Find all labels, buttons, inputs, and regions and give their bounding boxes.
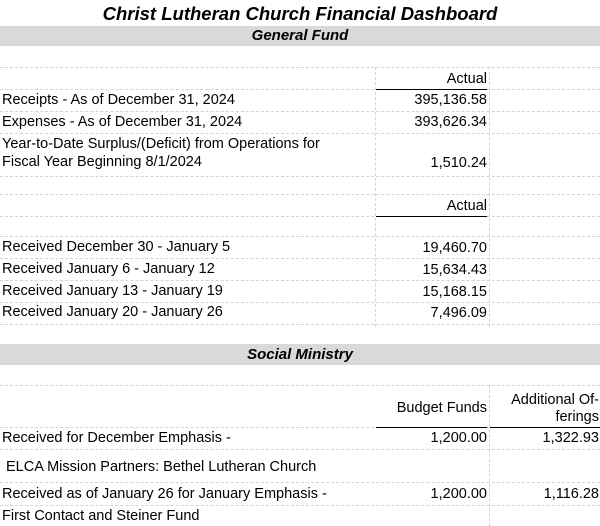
header-underline-weekly: [376, 216, 487, 217]
january-partner-label: First Contact and Steiner Fund: [2, 508, 200, 524]
january-emphasis-label: Received as of January 26 for January Emphasis -: [2, 486, 327, 502]
december-emphasis-label: Received for December Emphasis -: [2, 430, 231, 446]
surplus-label-line2: Fiscal Year Beginning 8/1/2024: [2, 154, 202, 170]
social-ministry-heading: Social Ministry: [247, 346, 353, 363]
dashboard-title: Christ Lutheran Church Financial Dashboard: [102, 3, 498, 24]
actual-column-header-weekly: Actual: [446, 198, 487, 214]
weekly-label: Received January 6 - January 12: [2, 261, 215, 277]
expenses-value: 393,626.34: [414, 114, 487, 130]
weekly-label: Received January 13 - January 19: [2, 283, 223, 299]
weekly-value: 7,496.09: [430, 305, 487, 321]
additional-offerings-header-line1: Additional Of-: [511, 392, 599, 408]
january-additional-value: 1,116.28: [543, 486, 599, 502]
surplus-label-line1: Year-to-Date Surplus/(Deficit) from Operations for: [2, 136, 320, 152]
weekly-value: 15,168.15: [422, 284, 487, 300]
additional-header-underline: [490, 427, 600, 428]
additional-offerings-header-line2: ferings: [555, 409, 599, 425]
weekly-label: Received January 20 - January 26: [2, 304, 223, 320]
header-underline: [376, 89, 487, 90]
january-budget-value: 1,200.00: [430, 486, 487, 502]
receipts-value: 395,136.58: [414, 92, 487, 108]
actual-column-header: Actual: [446, 71, 487, 87]
surplus-value: 1,510.24: [430, 155, 487, 171]
budget-header-underline: [376, 427, 487, 428]
december-additional-value: 1,322.93: [542, 430, 599, 446]
december-partner-label: ELCA Mission Partners: Bethel Lutheran Church: [6, 459, 317, 475]
general-fund-heading: General Fund: [251, 27, 349, 44]
budget-funds-header: Budget Funds: [396, 400, 487, 416]
december-budget-value: 1,200.00: [430, 430, 487, 446]
receipts-label: Receipts - As of December 31, 2024: [2, 92, 235, 108]
expenses-label: Expenses - As of December 31, 2024: [2, 114, 243, 130]
weekly-value: 15,634.43: [422, 262, 487, 278]
weekly-label: Received December 30 - January 5: [2, 239, 231, 255]
weekly-value: 19,460.70: [422, 240, 487, 256]
